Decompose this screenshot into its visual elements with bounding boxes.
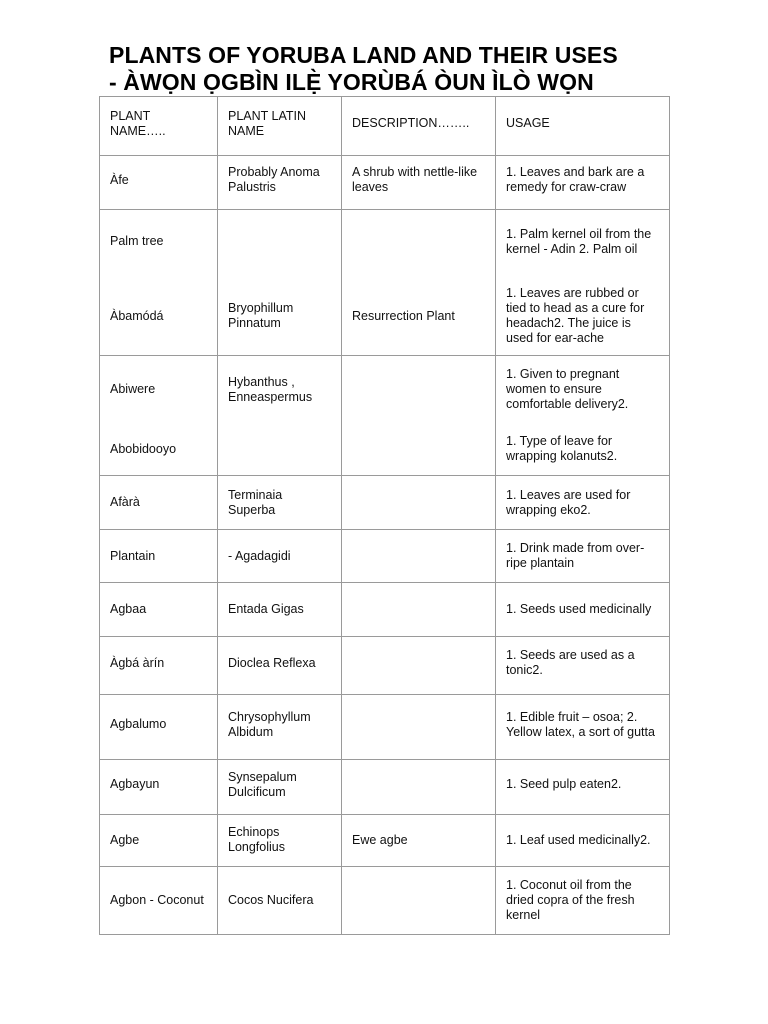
- cell-usage: 1. Leaves and bark are a remedy for craw-craw: [496, 155, 670, 205]
- table-row: [100, 424, 670, 476]
- cell-plant-name: Agbon - Coconut: [100, 866, 218, 934]
- table-header-row: [100, 97, 670, 151]
- table-row: [100, 760, 670, 810]
- cell-usage: 1. Seeds are used as a tonic2.: [496, 637, 670, 690]
- cell-plant-name: Àfe: [100, 155, 218, 205]
- header-plant-name: PLANT NAME…..: [100, 97, 218, 151]
- title-line-2: - ÀWỌN ỌGBÌN ILẸ̀ YORÙBÁ ÒUN ÌLÒ WỌN: [109, 69, 594, 95]
- table-row: [100, 814, 670, 866]
- table-row: [100, 583, 670, 637]
- table-row: [100, 694, 670, 755]
- cell-plant-name: Abiwere: [100, 356, 218, 424]
- cell-plant-name: Plantain: [100, 530, 218, 583]
- cell-usage: 1. Palm kernel oil from the kernel - Adin 2. Palm oil: [496, 210, 670, 274]
- table-row: [100, 210, 670, 274]
- cell-plant-name: Palm tree: [100, 210, 218, 274]
- cell-plant-name: Agbe: [100, 814, 218, 866]
- cell-plant-name: Afàrà: [100, 476, 218, 530]
- table-row: [100, 476, 670, 530]
- cell-plant-name: Àgbá àrín: [100, 637, 218, 690]
- cell-usage: 1. Leaf used medicinally2.: [496, 814, 670, 866]
- header-usage: USAGE: [496, 97, 670, 151]
- cell-plant-name: Àbamódá: [100, 278, 218, 356]
- cell-description: [342, 637, 496, 690]
- table-row: [100, 530, 670, 583]
- page-title: [109, 42, 689, 96]
- cell-description: [342, 866, 496, 934]
- cell-description: [342, 530, 496, 583]
- cell-usage: 1. Seeds used medicinally: [496, 583, 670, 637]
- cell-latin-name: Bryophillum Pinnatum: [218, 278, 342, 356]
- cell-description: [342, 476, 496, 530]
- cell-usage: 1. Given to pregnant women to ensure comfortable delivery2.: [496, 356, 670, 424]
- header-latin-name: PLANT LATIN NAME: [218, 97, 342, 151]
- cell-description: [342, 424, 496, 476]
- cell-latin-name: Dioclea Reflexa: [218, 637, 342, 690]
- cell-description: A shrub with nettle-like leaves: [342, 155, 496, 205]
- table-row: [100, 356, 670, 424]
- table-row: [100, 637, 670, 690]
- cell-usage: 1. Type of leave for wrapping kolanuts2.: [496, 424, 670, 476]
- cell-latin-name: - Agadagidi: [218, 530, 342, 583]
- cell-plant-name: Agbayun: [100, 760, 218, 810]
- cell-latin-name: [218, 210, 342, 274]
- cell-description: [342, 760, 496, 810]
- cell-latin-name: Entada Gigas: [218, 583, 342, 637]
- plants-table: [99, 96, 670, 935]
- table-row: [100, 155, 670, 205]
- cell-usage: 1. Seed pulp eaten2.: [496, 760, 670, 810]
- cell-usage: 1. Drink made from over-ripe plantain: [496, 530, 670, 583]
- cell-latin-name: Hybanthus , Enneaspermus: [218, 356, 342, 424]
- cell-plant-name: Agbalumo: [100, 694, 218, 755]
- cell-usage: 1. Coconut oil from the dried copra of the fresh kernel: [496, 866, 670, 934]
- cell-description: [342, 694, 496, 755]
- cell-latin-name: Cocos Nucifera: [218, 866, 342, 934]
- title-line-1: PLANTS OF YORUBA LAND AND THEIR USES: [109, 42, 618, 68]
- cell-latin-name: Echinops Longfolius: [218, 814, 342, 866]
- cell-usage: 1. Leaves are rubbed or tied to head as a cure for headach2. The juice is used for ear-ache: [496, 278, 670, 356]
- cell-latin-name: [218, 424, 342, 476]
- cell-latin-name: Terminaia Superba: [218, 476, 342, 530]
- cell-latin-name: Synsepalum Dulcificum: [218, 760, 342, 810]
- cell-plant-name: Abobidooyo: [100, 424, 218, 476]
- cell-usage: 1. Edible fruit – osoa; 2. Yellow latex, a sort of gutta: [496, 694, 670, 755]
- cell-latin-name: Chrysophyllum Albidum: [218, 694, 342, 755]
- cell-plant-name: Agbaa: [100, 583, 218, 637]
- cell-usage: 1. Leaves are used for wrapping eko2.: [496, 476, 670, 530]
- cell-description: Ewe agbe: [342, 814, 496, 866]
- cell-description: [342, 356, 496, 424]
- cell-description: [342, 583, 496, 637]
- cell-description: [342, 210, 496, 274]
- header-description: DESCRIPTION……..: [342, 97, 496, 151]
- cell-description: Resurrection Plant: [342, 278, 496, 356]
- table-row: [100, 278, 670, 356]
- table-row: [100, 866, 670, 934]
- cell-latin-name: Probably Anoma Palustris: [218, 155, 342, 205]
